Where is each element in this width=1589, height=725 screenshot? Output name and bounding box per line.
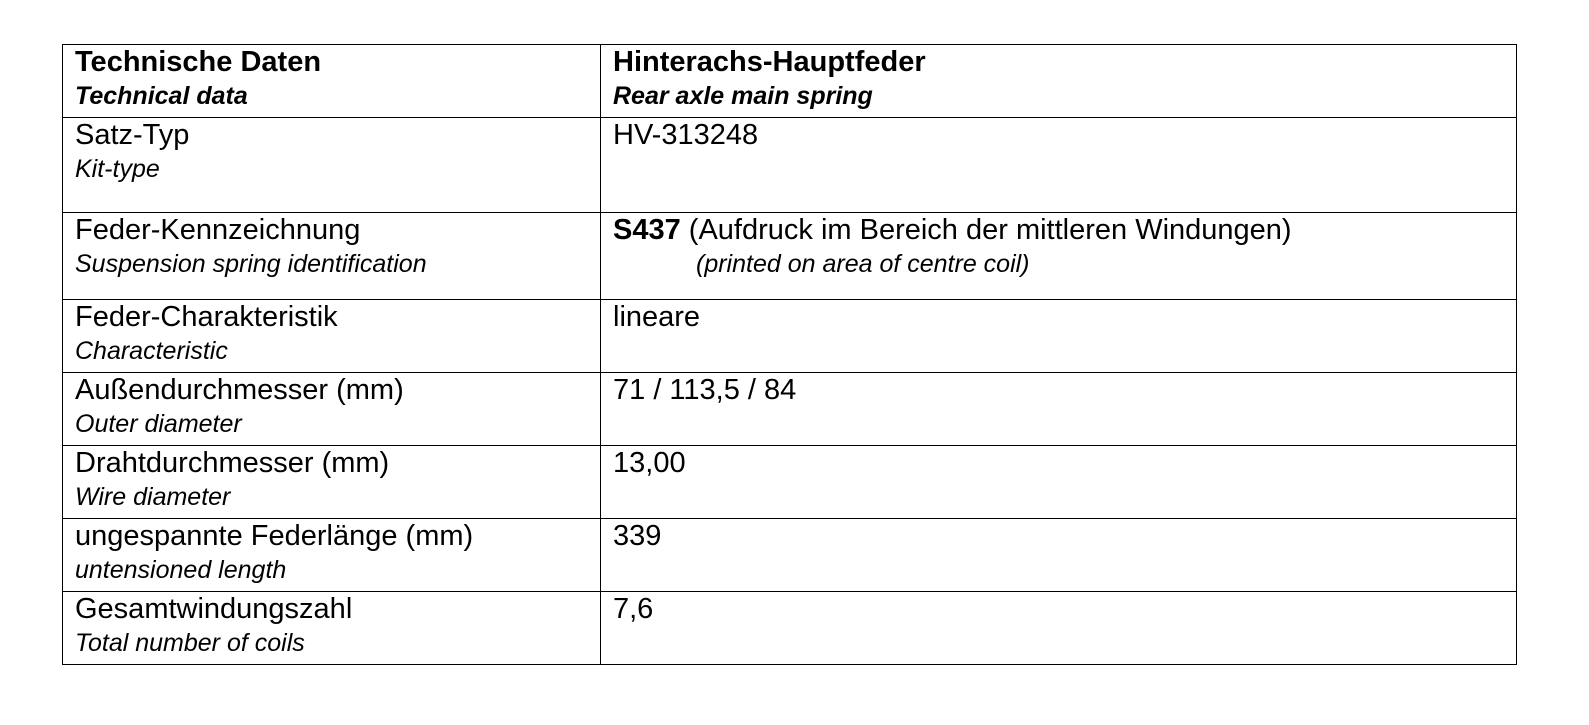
row-label-de: Feder-Kennzeichnung [75, 214, 361, 246]
row-label-en: Wire diameter [75, 483, 231, 511]
row-label-de: Außendurchmesser (mm) [75, 374, 404, 406]
row-label-en: Characteristic [75, 337, 228, 365]
row-value-en: (printed on area of centre coil) [696, 250, 1030, 278]
table-row [63, 373, 1517, 446]
table-row [63, 446, 1517, 519]
row-value-cell [601, 118, 1517, 213]
row-label-en: untensioned length [75, 556, 287, 584]
row-label-de: Drahtdurchmesser (mm) [75, 447, 390, 479]
table-row [63, 213, 1517, 300]
row-label-cell [63, 300, 601, 373]
table-row [63, 519, 1517, 592]
spring-code: S437 [613, 214, 681, 246]
row-value: 7,6 [613, 593, 654, 625]
row-label-cell [63, 519, 601, 592]
row-label-en: Outer diameter [75, 410, 242, 438]
row-value: 339 [613, 520, 662, 552]
row-label-de: Satz-Typ [75, 119, 190, 151]
row-label-de: ungespannte Federlänge (mm) [75, 520, 474, 552]
row-value: lineare [613, 301, 701, 333]
header-left-de: Technische Daten [75, 46, 322, 78]
row-label-en: Kit-type [75, 155, 160, 183]
row-value: 13,00 [613, 447, 686, 479]
row-label-de: Gesamtwindungszahl [75, 593, 353, 625]
row-value-cell [601, 300, 1517, 373]
row-value-cell [601, 373, 1517, 446]
table-row [63, 592, 1517, 665]
header-left-en: Technical data [75, 82, 248, 110]
row-label-cell [63, 446, 601, 519]
header-right-de: Hinterachs-Hauptfeder [613, 46, 926, 78]
row-value-line [613, 216, 1504, 245]
row-value-cell [601, 519, 1517, 592]
row-value: HV-313248 [613, 119, 759, 151]
row-value: (Aufdruck im Bereich der mittleren Windungen) [680, 214, 1292, 246]
row-label-cell [63, 592, 601, 665]
technical-data-table [62, 44, 1517, 665]
row-label-cell [63, 213, 601, 300]
row-value-cell [601, 213, 1517, 300]
row-value: 71 / 113,5 / 84 [613, 374, 797, 406]
row-label-de: Feder-Charakteristik [75, 301, 338, 333]
header-right-en: Rear axle main spring [613, 82, 873, 110]
table-row [63, 118, 1517, 213]
header-cell-right [601, 45, 1517, 118]
table-header-row [63, 45, 1517, 118]
table-row [63, 300, 1517, 373]
row-label-cell [63, 373, 601, 446]
header-cell-left [63, 45, 601, 118]
row-value-cell [601, 446, 1517, 519]
row-label-cell [63, 118, 601, 213]
row-value-cell [601, 592, 1517, 665]
row-label-en: Suspension spring identification [75, 250, 427, 278]
row-label-en: Total number of coils [75, 629, 305, 657]
